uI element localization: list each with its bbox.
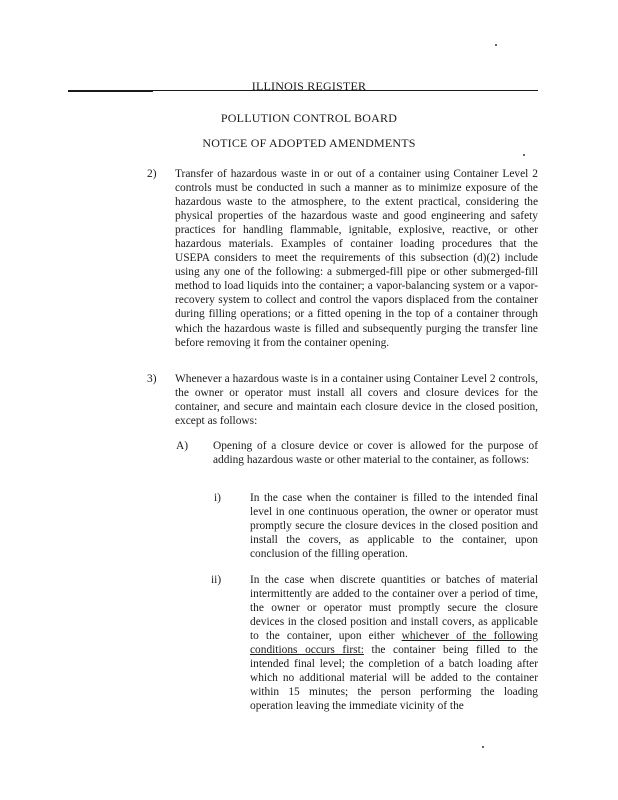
item-3-number: 3) — [147, 373, 157, 385]
item-3aii-text — [250, 573, 538, 713]
item-3aii-text-after: the container being filled to the intended final level; the completion of a batch loading after which no additional material will be added to the container within 15 minutes; the person performing the loading operation leaving the immediate vicinity of the — [250, 644, 538, 713]
scan-speck — [523, 154, 525, 156]
header-rule-accent — [68, 91, 153, 92]
item-3a-text: Opening of a closure device or cover is allowed for the purpose of adding hazardous waste or other material to the container, as follows: — [213, 440, 538, 467]
agency-title: POLLUTION CONTROL BOARD — [220, 111, 398, 125]
item-3ai-text: In the case when the container is filled to the intended final level in one continuous operation, the owner or operator must promptly secure the closure devices in the closed position and install the covers, as applicable to the container, upon conclusion of the filling operation. — [250, 492, 538, 561]
item-3aii-text-before: In the case when discrete quantities or batches of material intermittently are added to the container over a period of time, the owner or operator must promptly secure the closure devices in the closed position and install covers, as applicable to the container, upon either — [250, 574, 538, 643]
item-3aii-number: ii) — [211, 574, 222, 586]
scan-speck — [495, 44, 497, 46]
scan-speck — [482, 746, 484, 748]
register-title: ILLINOIS REGISTER — [251, 79, 367, 93]
notice-title: NOTICE OF ADOPTED AMENDMENTS — [202, 136, 416, 150]
item-2-text: Transfer of hazardous waste in or out of a container using Container Level 2 controls must be conducted in such a manner as to minimize exposure of the hazardous waste to the atmosphere, to the extent practical, considering the physical properties of the hazardous waste and good engineering and safety practices for handling flammable, ignitable, explosive, reactive, or other hazardous materials. Examples of container loading procedures that the USEPA considers to meet the requirements of this subsection (d)(2) include using any one of the following: a submerged-fill pipe or other submerged-fill method to load liquids into the container; a vapor-balancing system or a vapor-recovery system to collect and control the vapors displaced from the container during filling operations; or a fitted opening in the top of a container through which the hazardous waste is filled and subsequently purging the transfer line before removing it from the container opening. — [175, 168, 538, 349]
item-3ai-number: i) — [214, 492, 221, 504]
item-3aii-inserted-text: whichever of the following conditions occurs first: — [250, 630, 538, 657]
item-2-number: 2) — [147, 168, 157, 180]
item-3a-number: A) — [176, 440, 189, 452]
item-3-text: Whenever a hazardous waste is in a container using Container Level 2 controls, the owner or operator must install all covers and closure devices for the container, and secure and maintain each closure device in the closed position, except as follows: — [175, 373, 538, 428]
